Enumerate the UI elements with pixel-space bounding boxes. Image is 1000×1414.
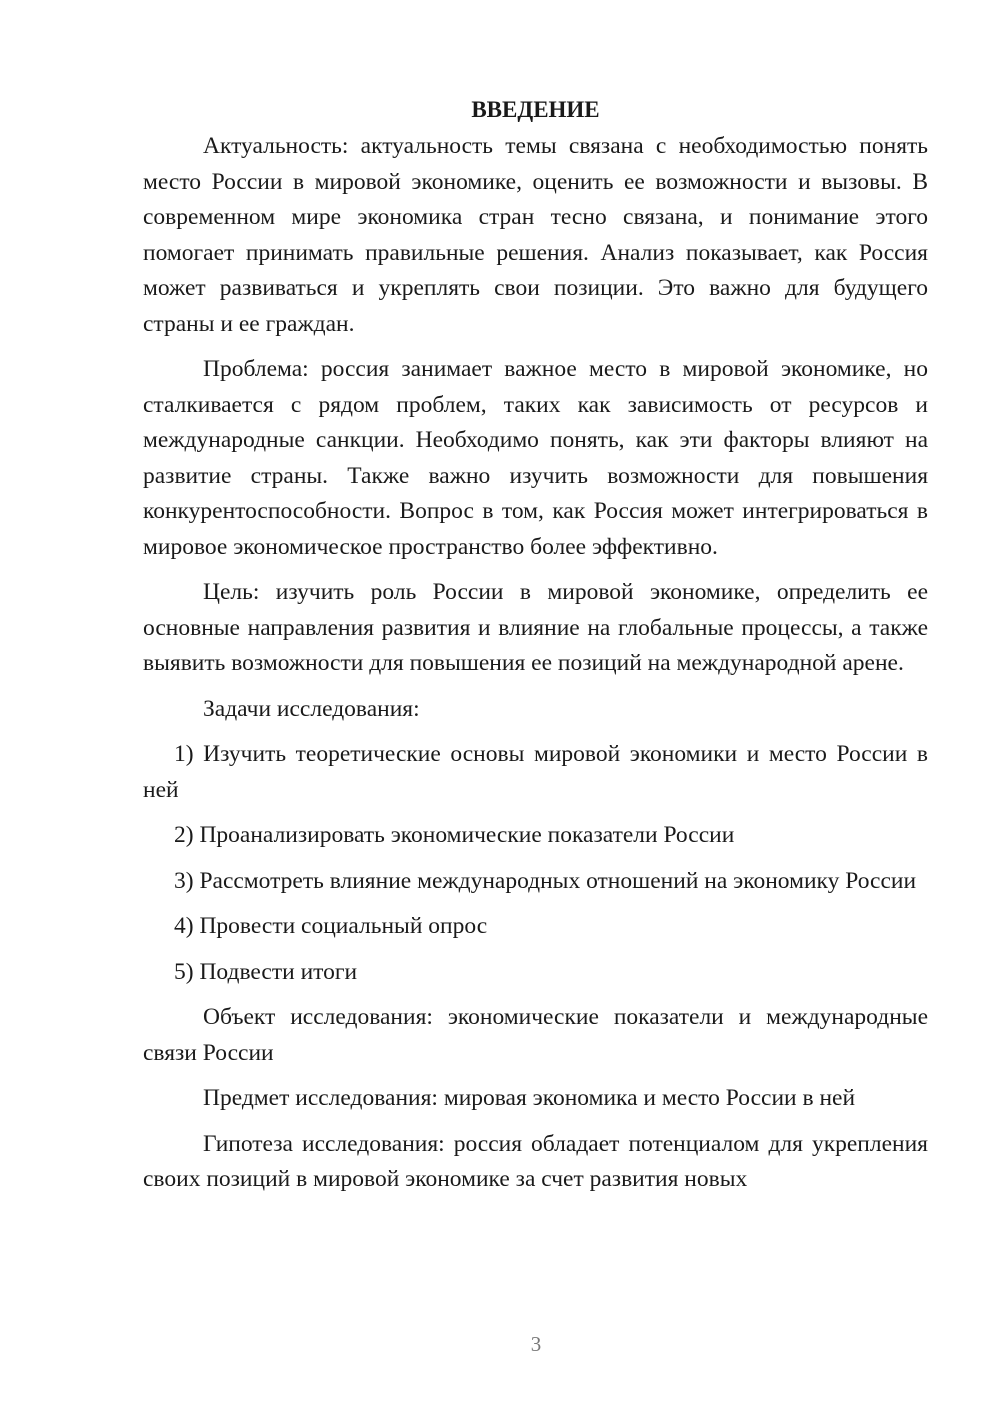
- tasks-heading: Задачи исследования:: [203, 695, 420, 722]
- document-page: [143, 92, 928, 1208]
- paragraph-problem: Проблема: россия занимает важное место в мировой экономике, но сталкивается с рядом проблем, таких как зависимость от ресурсов и международные санкции. Необходимо понять, как эти факторы влияют на развитие страны. Также важно изучить возможности для повышения конкурентоспособности. Вопрос в том, как Россия может интегрироваться в мировое экономическое пространство более эффективно.: [143, 356, 928, 560]
- list-item: 3) Рассмотреть влияние международных отношений на экономику России: [174, 867, 917, 894]
- paragraph-goal: Цель: изучить роль России в мировой экономике, определить ее основные направления развития и влияние на глобальные процессы, а также выявить возможности для повышения ее позиций на международной арене.: [143, 579, 928, 676]
- page-title: ВВЕДЕНИЕ: [471, 97, 600, 122]
- list-item: 5) Подвести итоги: [174, 958, 358, 985]
- tasks-list: [143, 737, 928, 990]
- paragraph-hypothesis: Гипотеза исследования: россия обладает потенциалом для укрепления своих позиций в мировой экономике за счет развития новых: [143, 1130, 928, 1192]
- list-item: 1) Изучить теоретические основы мировой экономики и место России в ней: [143, 741, 928, 803]
- paragraph-object: Объект исследования: экономические показатели и международные связи России: [143, 1004, 928, 1066]
- paragraph-subject: Предмет исследования: мировая экономика и место России в ней: [203, 1085, 856, 1111]
- page-number: 3: [530, 1332, 542, 1356]
- list-item: 2) Проанализировать экономические показатели России: [174, 822, 735, 848]
- paragraph-relevance: Актуальность: актуальность темы связана с необходимостью понять место России в мировой экономике, оценить ее возможности и вызовы. В современном мире экономика стран тесно связана, и понимание этого помогает принимать правильные решения. Анализ показывает, как Россия может развиваться и укреплять свои позиции. Это важно для будущего страны и ее граждан.: [143, 133, 928, 337]
- list-item: 4) Провести социальный опрос: [174, 913, 488, 939]
